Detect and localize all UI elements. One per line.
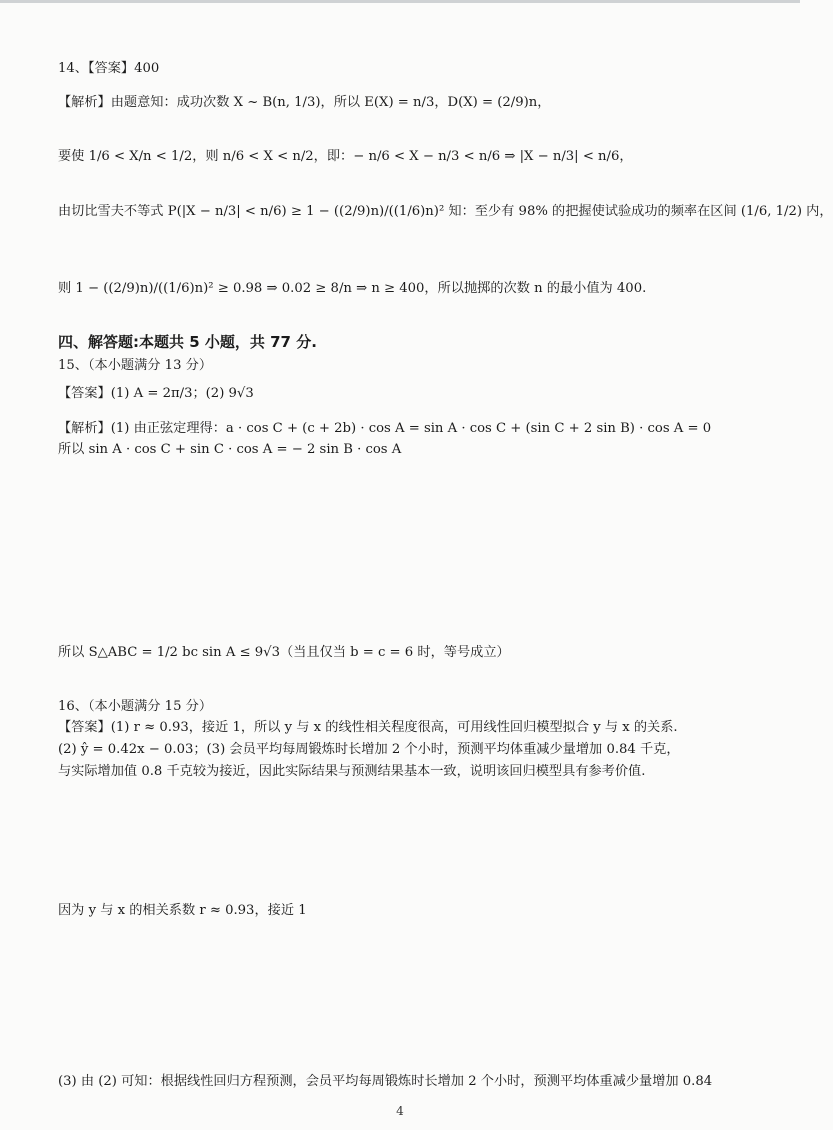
- q16-heading: 16、（本小题满分 15 分）: [58, 699, 213, 714]
- q15-answer: 【答案】(1) A = 2π/3；(2) 9√3: [58, 386, 254, 401]
- q14-line-4: 则 1 − ((2/9)n)/((1/6)n)² ≥ 0.98 ⇒ 0.02 ≥ 8/n ⇒ n ≥ 400，所以抛掷的次数 n 的最小值为 400.: [58, 281, 647, 296]
- q14-line-1: 【解析】由题意知：成功次数 X ~ B(n, 1/3)，所以 E(X) = n/3，D(X) = (2/9)n，: [58, 95, 551, 110]
- q16-line-7: (3) 由 (2) 可知：根据线性回归方程预测，会员平均每周锻炼时长增加 2 个小时，预测平均体重减少量增加 0.84: [58, 1074, 713, 1089]
- q14-line-3: 由切比雪夫不等式 P(|X − n/3| < n/6) ≥ 1 − ((2/9)n)/((1/6)n)² 知：至少有 98% 的把握使试验成功的频率在区间 (1/6, 1/2) 内，: [58, 204, 833, 219]
- q15-heading: 15、（本小题满分 13 分）: [58, 358, 213, 373]
- q14-answer: 14、【答案】400: [58, 61, 160, 76]
- q16-answer-1: 【答案】(1) r ≈ 0.93，接近 1，所以 y 与 x 的线性相关程度很高，可用线性回归模型拟合 y 与 x 的关系.: [58, 720, 678, 735]
- q16-answer-2: (2) ŷ = 0.42x − 0.03；(3) 会员平均每周锻炼时长增加 2 个小时，预测平均体重减少量增加 0.84 千克，: [58, 742, 680, 757]
- page-number: 4: [396, 1104, 404, 1118]
- q16-line-3: 因为 y 与 x 的相关系数 r ≈ 0.93，接近 1: [58, 903, 307, 918]
- q15-line-1: 【解析】(1) 由正弦定理得：a · cos C + (c + 2b) · cos A = sin A · cos C + (sin C + 2 sin B) · cos A = 0: [58, 421, 712, 436]
- q15-line-2: 所以 sin A · cos C + sin C · cos A = − 2 sin B · cos A: [58, 442, 402, 457]
- top-border: [0, 0, 800, 3]
- q14-line-2: 要使 1/6 < X/n < 1/2，则 n/6 < X < n/2，即：− n/6 < X − n/3 < n/6 ⇒ |X − n/3| < n/6，: [58, 149, 633, 164]
- q16-answer-3: 与实际增加值 0.8 千克较为接近，因此实际结果与预测结果基本一致，说明该回归模型具有参考价值.: [58, 764, 646, 779]
- q15-line-8: 所以 S△ABC = 1/2 bc sin A ≤ 9√3（当且仅当 b = c = 6 时，等号成立）: [58, 645, 510, 660]
- section-heading: 四、解答题:本题共 5 小题，共 77 分.: [58, 333, 317, 351]
